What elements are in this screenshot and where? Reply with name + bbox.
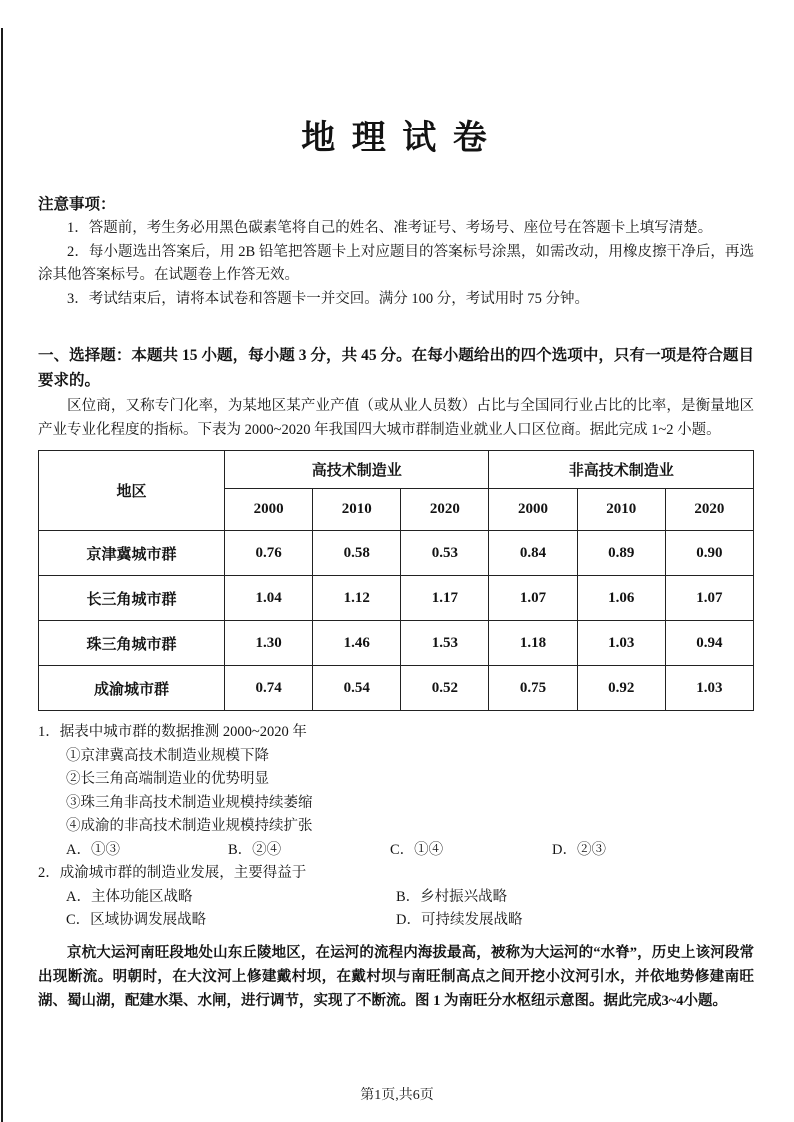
page-footer: 第1页,共6页 — [360, 1088, 434, 1103]
table-cell: 1.07 — [665, 576, 753, 621]
table-row — [39, 531, 754, 576]
region-name: 京津冀城市群 — [39, 531, 225, 576]
table-cell: 0.92 — [577, 666, 665, 711]
notice-heading: 注意事项： — [38, 196, 116, 213]
table-cell: 0.52 — [401, 666, 489, 711]
option-d: D．可持续发展战略 — [396, 912, 523, 928]
option-c: C．①④ — [390, 841, 444, 858]
table-cell: 1.30 — [225, 621, 313, 666]
table-row — [39, 621, 754, 666]
question-2-options — [38, 886, 754, 933]
table-cell: 1.17 — [401, 576, 489, 621]
table-header-nonhightech: 非高技术制造业 — [489, 451, 754, 489]
question-1-stem: 1．据表中城市群的数据推测 2000~2020 年 — [38, 724, 307, 740]
table-cell: 0.94 — [665, 621, 753, 666]
option-a: A．主体功能区战略 — [66, 888, 193, 905]
year-header: 2000 — [489, 489, 577, 531]
question-1-statements — [38, 745, 754, 839]
section-one-heading: 一、选择题：本题共 15 小题，每小题 3 分，共 45 分。在每小题给出的四个选项中，只有一项是符合题目要求的。 — [38, 347, 754, 389]
year-header: 2010 — [577, 489, 665, 531]
table-header-row-groups — [39, 451, 754, 489]
region-name: 珠三角城市群 — [39, 621, 225, 666]
option-c: C．区域协调发展战略 — [66, 912, 207, 928]
table-cell: 1.46 — [313, 621, 401, 666]
notice-item-2: 2．每小题选出答案后，用 2B 铅笔把答题卡上对应题目的答案标号涂黑，如需改动，用橡皮擦干净后，再选涂其他答案标号。在试题卷上作答无效。 — [38, 243, 754, 283]
question-2 — [38, 862, 754, 933]
table-cell: 0.53 — [401, 531, 489, 576]
page-title: 地 理 试 卷 — [301, 120, 491, 157]
table-cell: 1.04 — [225, 576, 313, 621]
table-cell: 1.18 — [489, 621, 577, 666]
notice-item-3: 3．考试结束后，请将本试卷和答题卡一并交回。满分 100 分，考试用时 75 分钟。 — [67, 290, 589, 307]
notice-section — [38, 193, 754, 311]
option-b: B．乡村振兴战略 — [396, 888, 508, 905]
section-one-intro: 区位商，又称专门化率，为某地区某产业产值（或从业人员数）占比与全国同行业占比的比率，是衡量地区产业专业化程度的指标。下表为 2000~2020 年我国四大城市群制造业就业人口区位商。据此完成 1~2 小题。 — [38, 398, 754, 438]
table-cell: 1.06 — [577, 576, 665, 621]
table-cell: 0.89 — [577, 531, 665, 576]
question-1-options — [38, 839, 754, 863]
table-cell: 1.03 — [665, 666, 753, 711]
table-cell: 1.03 — [577, 621, 665, 666]
location-quotient-table — [38, 450, 754, 711]
table-cell: 0.90 — [665, 531, 753, 576]
year-header: 2000 — [225, 489, 313, 531]
table-header-hightech: 高技术制造业 — [225, 451, 489, 489]
question-2-stem: 2．成渝城市群的制造业发展，主要得益于 — [38, 865, 307, 881]
statement-2: ②长三角高端制造业的优势明显 — [66, 771, 269, 787]
table-header-region: 地区 — [39, 451, 225, 531]
scan-artifact-line — [1, 28, 3, 1122]
table-cell: 1.07 — [489, 576, 577, 621]
notice-item-1: 1．答题前，考生务必用黑色碳素笔将自己的姓名、准考证号、考场号、座位号在答题卡上填写清楚。 — [67, 220, 713, 236]
region-name: 成渝城市群 — [39, 666, 225, 711]
table-cell: 0.75 — [489, 666, 577, 711]
statement-1: ①京津冀高技术制造业规模下降 — [66, 747, 269, 764]
region-name: 长三角城市群 — [39, 576, 225, 621]
table-cell: 1.12 — [313, 576, 401, 621]
table-cell: 0.54 — [313, 666, 401, 711]
table-row — [39, 576, 754, 621]
question-1 — [38, 721, 754, 862]
table-cell: 0.58 — [313, 531, 401, 576]
passage-canal: 京杭大运河南旺段地处山东丘陵地区，在运河的流程内海拔最高，被称为大运河的“水脊”，历史上该河段常出现断流。明朝时，在大汶河上修建戴村坝，在戴村坝与南旺制高点之间开挖小汶河引水，并依地势修建南旺湖、蜀山湖，配建水渠、水闸，进行调节，实现了不断流。图 1 为南旺分水枢纽示意图。据此完成3~4小题。 — [38, 944, 754, 1009]
year-header: 2020 — [665, 489, 753, 531]
table-row — [39, 666, 754, 711]
year-header: 2020 — [401, 489, 489, 531]
option-d: D．②③ — [552, 841, 606, 858]
option-b: B．②④ — [228, 841, 282, 858]
statement-4: ④成渝的非高技术制造业规模持续扩张 — [66, 818, 313, 834]
table-cell: 0.84 — [489, 531, 577, 576]
statement-3: ③珠三角非高技术制造业规模持续萎缩 — [66, 794, 313, 811]
option-a: A．①③ — [66, 841, 120, 858]
table-cell: 0.76 — [225, 531, 313, 576]
table-cell: 1.53 — [401, 621, 489, 666]
table-cell: 0.74 — [225, 666, 313, 711]
year-header: 2010 — [313, 489, 401, 531]
